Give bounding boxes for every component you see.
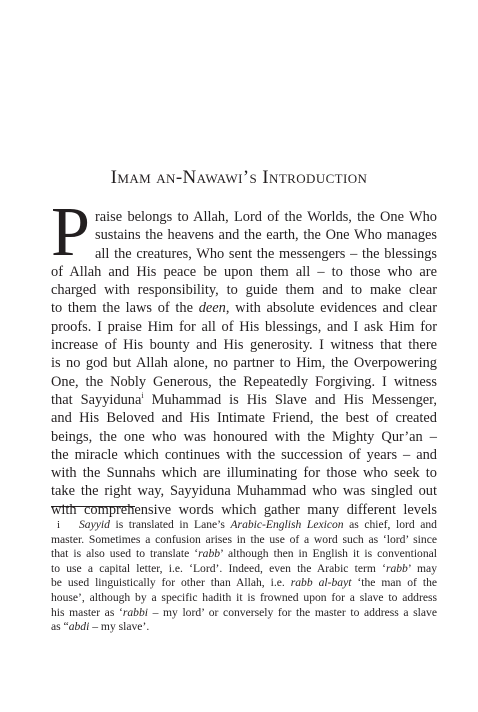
text-run: ‘the man of the xyxy=(351,576,438,590)
body-line: charged with responsibility, to guide them and to make clear xyxy=(51,282,437,299)
body-line xyxy=(51,391,437,409)
body-line: take the right way, Sayyiduna Muhammad who was singled out xyxy=(51,483,437,500)
italic-term: Arabic-English Lexicon xyxy=(230,518,344,531)
body-line: all the creatures, Who sent the messengers – the blessings xyxy=(95,245,437,262)
footnote-line xyxy=(51,562,437,577)
footnote-reference[interactable]: i xyxy=(141,391,144,401)
footnote-line xyxy=(51,606,437,621)
footnote-line xyxy=(51,547,437,562)
text-run: , with absolute evidences and clear xyxy=(225,300,437,317)
text-run: is translated in Lane’s xyxy=(109,518,231,531)
italic-term: rabb al-bayt xyxy=(290,576,352,590)
text-run: – my slave’. xyxy=(89,620,150,634)
body-line: is no god but Allah alone, no partner to Him, the Overpowering xyxy=(51,355,437,372)
italic-term: abdi xyxy=(68,620,90,634)
body-line: with the Sunnahs which are illuminating for those who seek to xyxy=(51,465,437,482)
chapter-title: Imam an-Nawawi’s Introduction xyxy=(110,167,368,188)
text-run: as chief, lord and xyxy=(343,518,437,531)
body-line: raise belongs to Allah, Lord of the Worlds, the One Who xyxy=(95,209,437,225)
footnote-line xyxy=(51,620,437,635)
text-run: to them the laws of the xyxy=(51,300,199,317)
text-run: that Sayyiduna xyxy=(51,391,142,408)
italic-term: Sayyid xyxy=(79,518,110,531)
text-run: ’ although then in English it is conventional xyxy=(220,547,438,561)
footnote-line xyxy=(51,576,437,591)
italic-term: rabb xyxy=(385,561,408,575)
text-run: be used linguistically for other than Allah, i.e. xyxy=(51,576,291,590)
text-run: ’ may xyxy=(407,561,437,575)
text-run: – my lord’ or conversely for the master to address a slave xyxy=(147,605,437,619)
italic-term: rabbi xyxy=(122,605,148,619)
body-line: increase of His bounty and His generosity. I witness that there xyxy=(51,337,437,354)
body-line: proofs. I praise Him for all of His blessings, and I ask Him for xyxy=(51,318,437,335)
text-run: that is also used to translate ‘ xyxy=(51,547,199,561)
text-run: as “ xyxy=(51,620,69,634)
footnote-line: house’, although by a specific hadith it is frowned upon for a slave to address xyxy=(51,590,437,604)
body-line: of Allah and His peace be upon them all – to those who are xyxy=(51,263,437,280)
body-line: and His Beloved and His Intimate Friend, the best of created xyxy=(51,410,437,427)
drop-cap: P xyxy=(51,194,90,271)
footnote-line: master. Sometimes a confusion arises in the use of a word such as ‘lord’ since xyxy=(51,532,437,546)
text-run: to use a capital letter, i.e. ‘Lord’. Indeed, even the Arabic term ‘ xyxy=(51,561,386,575)
body-paragraph xyxy=(51,208,437,519)
footnote-line xyxy=(51,518,437,533)
italic-term: rabb xyxy=(198,547,221,561)
italic-term: deen xyxy=(198,300,226,317)
text-run: his master as ‘ xyxy=(51,605,123,619)
footnote-marker: i xyxy=(57,519,61,531)
body-line: sustains the heavens and the earth, the One Who manages xyxy=(95,227,437,244)
body-line: beings, the one who was honoured with the Mighty Qur’an – xyxy=(51,428,437,445)
footnote xyxy=(51,518,437,635)
footnote-divider xyxy=(51,506,135,507)
body-line: with comprehensive words which gather many different levels xyxy=(51,501,437,518)
body-line xyxy=(51,299,437,317)
body-line: One, the Nobly Generous, the Repeatedly Forgiving. I witness xyxy=(51,373,437,390)
body-line: the miracle which continues with the succession of years – and xyxy=(51,446,437,463)
text-run: Muhammad is His Slave and His Messenger, xyxy=(143,391,437,408)
